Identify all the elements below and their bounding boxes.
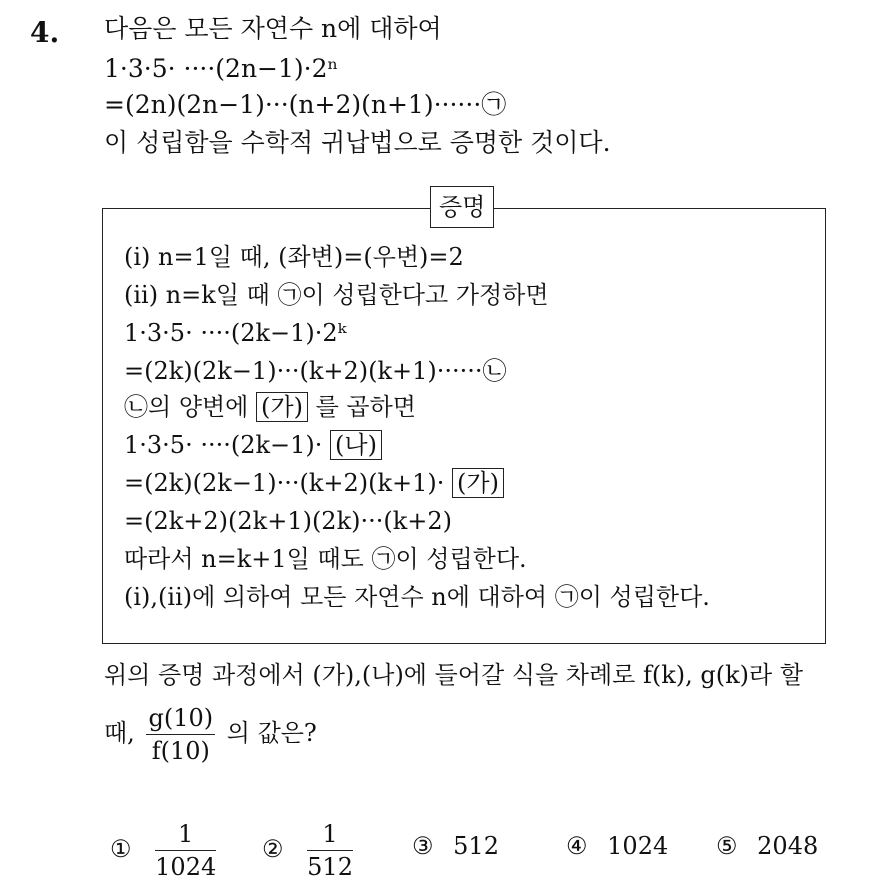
proof-line-multiply: [124, 392, 416, 422]
blank-ga-box: (가): [452, 468, 504, 498]
choice-value: 2048: [757, 832, 819, 860]
fraction-numerator: 1: [307, 818, 353, 851]
question-text: 의 값은?: [226, 719, 317, 747]
problem-number: 4.: [30, 16, 60, 49]
proof-line-product2: [124, 468, 504, 498]
proof-line: 1·3·5· ····(2k−1)·2ᵏ: [124, 319, 347, 347]
proof-title: 증명: [430, 186, 494, 228]
choice-1[interactable]: [110, 818, 220, 883]
question-line-2: [104, 702, 317, 767]
proof-line: =(2k)(2k−1)···(k+2)(k+1)······㉡: [124, 357, 507, 385]
fraction-numerator: g(10): [146, 702, 215, 735]
proof-line: (i),(ii)에 의하여 모든 자연수 n에 대하여 ㉠이 성립한다.: [124, 583, 710, 611]
choice-5[interactable]: [716, 832, 818, 860]
choice-2[interactable]: [262, 818, 357, 883]
proof-line: =(2k+2)(2k+1)(2k)···(k+2): [124, 507, 453, 535]
intro-line: 이 성립함을 수학적 귀납법으로 증명한 것이다.: [104, 128, 611, 157]
intro-line: =(2n)(2n−1)···(n+2)(n+1)······㉠: [104, 90, 507, 119]
fraction-denominator: 1024: [155, 853, 217, 881]
choice-4[interactable]: [566, 832, 668, 860]
fraction-numerator: 1: [155, 818, 216, 851]
proof-text: =(2k)(2k−1)···(k+2)(k+1)·: [124, 469, 445, 497]
fraction-denominator: 512: [307, 853, 353, 881]
proof-line: (ii) n=k일 때 ㉠이 성립한다고 가정하면: [124, 281, 549, 309]
proof-line: (i) n=1일 때, (좌변)=(우변)=2: [124, 243, 464, 271]
intro-line: 1·3·5· ····(2n−1)·2ⁿ: [104, 54, 339, 83]
choice-mark: ③: [412, 832, 434, 860]
proof-line: 따라서 n=k+1일 때도 ㉠이 성립한다.: [124, 545, 527, 573]
proof-text: 를 곱하면: [315, 393, 416, 421]
proof-text: ㉡의 양변에: [124, 393, 249, 421]
blank-na-box: (나): [330, 430, 382, 460]
choice-value: 512: [453, 832, 499, 860]
choice-mark: ④: [566, 832, 588, 860]
choice-mark: ②: [262, 835, 284, 863]
question-text: 때,: [104, 719, 135, 747]
choice-mark: ①: [110, 835, 132, 863]
choice-fraction: [155, 818, 216, 883]
question-line: 위의 증명 과정에서 (가),(나)에 들어갈 식을 차례로 f(k), g(k)라 할: [104, 661, 804, 689]
choice-value: 1024: [607, 832, 669, 860]
choice-mark: ⑤: [716, 832, 738, 860]
fraction-denominator: f(10): [151, 737, 210, 765]
choice-3[interactable]: [412, 832, 499, 860]
proof-line-product: [124, 430, 382, 460]
proof-text: 1·3·5· ····(2k−1)·: [124, 431, 323, 459]
intro-line: 다음은 모든 자연수 n에 대하여: [104, 14, 442, 43]
proof-box: [102, 208, 826, 644]
choice-fraction: [307, 818, 353, 883]
question-fraction: [146, 702, 215, 767]
blank-ga-box: (가): [256, 392, 308, 422]
